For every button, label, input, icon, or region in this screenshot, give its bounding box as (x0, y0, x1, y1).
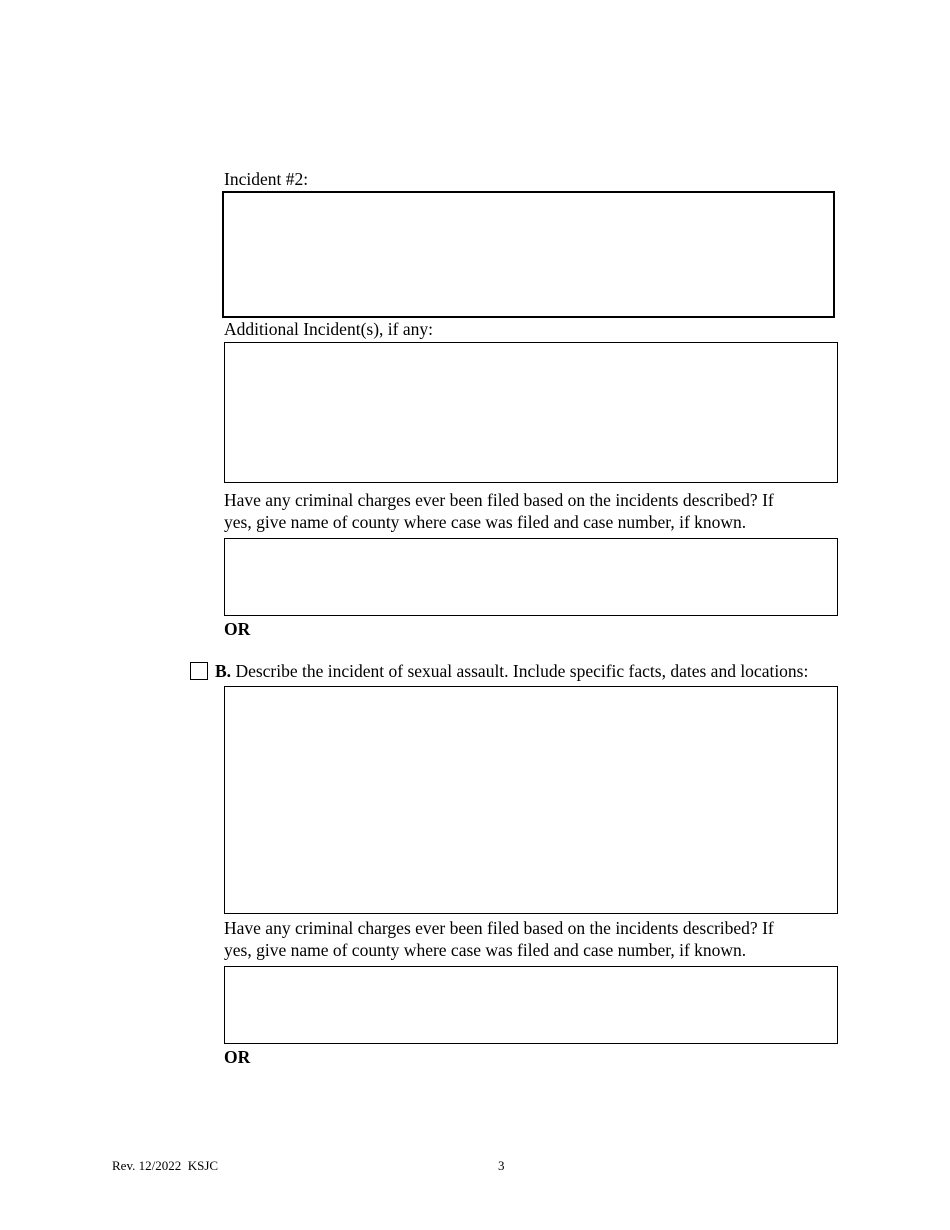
section-b-letter: B. (215, 661, 232, 681)
or-label-b: OR (224, 1047, 251, 1067)
incident-description-field[interactable] (224, 686, 838, 914)
charges-question-b-line2: yes, give name of county where case was filed and case number, if known. (224, 940, 747, 960)
section-b-prompt (215, 660, 808, 682)
charges-field-a[interactable] (224, 538, 838, 616)
charges-question-line2: yes, give name of county where case was filed and case number, if known. (224, 512, 747, 532)
footer-revision: Rev. 12/2022 KSJC (112, 1158, 219, 1173)
section-b-prompt-text: Describe the incident of sexual assault. Include specific facts, dates and locations: (231, 661, 809, 681)
additional-incidents-field[interactable] (224, 342, 838, 483)
footer-page-number: 3 (498, 1158, 505, 1173)
charges-question-line1: Have any criminal charges ever been filed based on the incidents described? If (224, 490, 774, 510)
incident2-label: Incident #2: (224, 169, 309, 189)
charges-field-b[interactable] (224, 966, 838, 1044)
section-b-checkbox[interactable] (190, 662, 208, 680)
charges-question-b-line1: Have any criminal charges ever been filed based on the incidents described? If (224, 918, 774, 938)
incident2-field[interactable] (222, 191, 835, 318)
additional-incidents-label: Additional Incident(s), if any: (224, 319, 433, 339)
or-label-a: OR (224, 619, 251, 639)
